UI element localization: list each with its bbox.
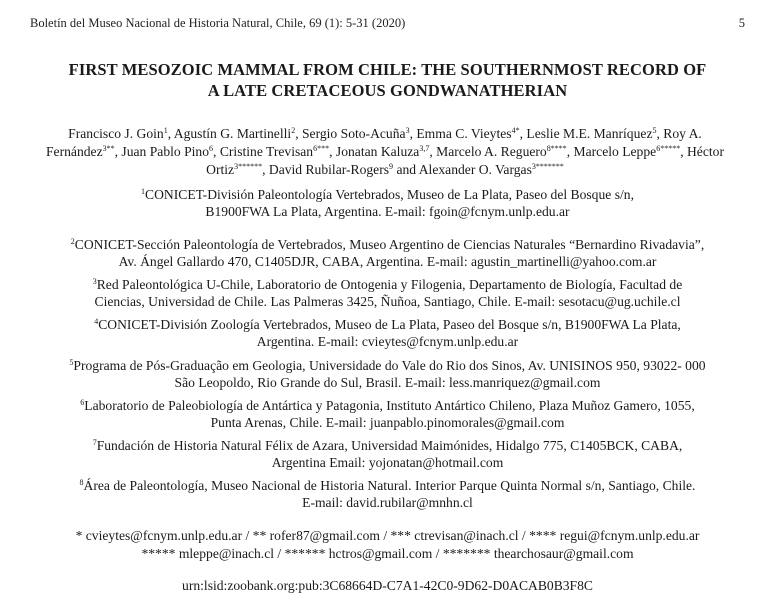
affiliation-7 (30, 437, 745, 471)
affiliation-mark: 1 (141, 187, 146, 196)
author-name: Héctor Ortiz (206, 144, 724, 177)
affiliation-text: Argentina Email: yojonatan@hotmail.com (271, 455, 504, 470)
contact-emails (25, 527, 750, 563)
affiliation-line (30, 414, 745, 431)
affiliation-line (30, 203, 745, 220)
affiliation-text: Área de Paleontología, Museo Nacional de Historia Natural. Interior Parque Quinta Normal s/n, Santiago, Chile. (83, 478, 696, 493)
affiliation-mark: 7 (92, 438, 97, 447)
author-separator: , (295, 126, 302, 141)
email-line: * cvieytes@fcnym.unlp.edu.ar / ** rofer87@gmail.com / *** ctrevisan@inach.cl / **** regui@fcnym.unlp.edu.ar (75, 528, 700, 543)
author-separator: , (566, 144, 574, 159)
author-affiliation-mark: 4* (511, 126, 520, 135)
affiliation-text: CONICET-Sección Paleontología de Vertebrados, Museo Argentino de Ciencias Naturales “Bernardino Rivadavia”, (74, 237, 705, 252)
affiliation-text: CONICET-División Zoología Vertebrados, Museo de La Plata, Paseo del Bosque s/n, B1900FWA La Plata, (98, 317, 681, 332)
affiliation-text: Programa de Pós-Graduação em Geologia, Universidade do Vale do Rio dos Sinos, Av. UNISINOS 950, 93022- 000 (73, 358, 706, 373)
affiliation-line (30, 276, 745, 293)
author-separator: , (429, 144, 437, 159)
affiliation-text: B1900FWA La Plata, Argentina. E-mail: fgoin@fcnym.unlp.edu.ar (205, 204, 570, 219)
affiliation-line (30, 253, 745, 270)
author-affiliation-mark: 3,7 (419, 144, 430, 153)
author-affiliation-mark: 2 (291, 126, 296, 135)
affiliation-mark: 5 (69, 358, 74, 367)
affiliation-text: Av. Ángel Gallardo 470, C1405DJR, CABA, Argentina. E-mail: agustin_martinelli@yahoo.com.ar (118, 254, 657, 269)
affiliation-1 (30, 186, 745, 220)
page-number: 5 (738, 16, 745, 30)
author-name: Sergio Soto-Acuña (301, 126, 406, 141)
affiliation-mark: 8 (79, 478, 84, 487)
author-affiliation-mark: 3** (102, 144, 115, 153)
author-name: Francisco J. Goin (68, 126, 164, 141)
author-separator: and (393, 162, 419, 177)
author-affiliation-mark: 9 (389, 162, 394, 171)
author-affiliation-mark: 5 (652, 126, 657, 135)
affiliation-text: Fundación de Historia Natural Félix de Azara, Universidad Maimónides, Hidalgo 775, C1405BCK, CABA, (96, 438, 683, 453)
affiliation-text: CONICET-División Paleontología Vertebrados, Museo de La Plata, Paseo del Bosque s/n, (145, 187, 634, 202)
affiliation-text: Laboratorio de Paleobiología de Antártica y Patagonia, Instituto Antártico Chileno, Plaza Muñoz Gamero, 1055, (84, 398, 695, 413)
author-separator: , (213, 144, 220, 159)
affiliation-8 (30, 477, 745, 511)
affiliation-text: Red Paleontológica U-Chile, Laboratorio de Ontogenia y Filogenia, Departamento de Biología, Facultad de (96, 277, 683, 292)
author-name: Alexander O. Vargas (418, 162, 532, 177)
affiliation-mark: 6 (80, 398, 85, 407)
affiliation-mark: 3 (92, 277, 97, 286)
author-affiliation-mark: 3****** (234, 162, 263, 171)
author-affiliation-mark: 3 (405, 126, 410, 135)
affiliation-line (30, 374, 745, 391)
affiliation-line (30, 293, 745, 310)
author-separator: , (262, 162, 269, 177)
author-separator: , (409, 126, 417, 141)
author-name: Emma C. Vieytes (416, 126, 512, 141)
author-affiliation-mark: 6*** (313, 144, 330, 153)
affiliation-line (30, 316, 745, 333)
author-name: Marcelo Leppe (573, 144, 657, 159)
author-name: Jonatan Kaluza (335, 144, 420, 159)
affiliation-4 (30, 316, 745, 350)
author-separator: , (114, 144, 122, 159)
affiliation-line (30, 437, 745, 454)
author-affiliation-mark: 8**** (546, 144, 567, 153)
affiliation-line (30, 333, 745, 350)
author-separator: , (519, 126, 527, 141)
affiliation-text: Ciencias, Universidad de Chile. Las Palmeras 3425, Ñuñoa, Santiago, Chile. E-mail: sesotacu@ug.uchile.cl (94, 294, 681, 309)
author-name: Marcelo A. Reguero (436, 144, 547, 159)
zoobank-lsid: urn:lsid:zoobank.org:pub:3C68664D-C7A1-42C0-9D62-D0ACAB0B3F8C (182, 578, 593, 593)
author-name: David Rubilar-Rogers (268, 162, 390, 177)
affiliation-6 (30, 397, 745, 431)
affiliation-line (30, 454, 745, 471)
article-title (25, 59, 750, 101)
affiliation-line (30, 357, 745, 374)
affiliation-5 (30, 357, 745, 391)
title-line: A LATE CRETACEOUS GONDWANATHERIAN (207, 81, 568, 100)
journal-citation: Boletín del Museo Nacional de Historia Natural, Chile, 69 (1): 5-31 (2020) (30, 16, 406, 30)
affiliation-mark: 2 (70, 237, 75, 246)
author-affiliation-mark: 6***** (656, 144, 681, 153)
affiliation-2 (30, 236, 745, 270)
author-separator: , (656, 126, 664, 141)
affiliation-mark: 4 (94, 317, 99, 326)
author-name: Juan Pablo Pino (121, 144, 210, 159)
author-affiliation-mark: 6 (209, 144, 214, 153)
affiliation-text: São Leopoldo, Rio Grande do Sul, Brasil. E-mail: less.manriquez@gmail.com (174, 375, 601, 390)
email-line: ***** mleppe@inach.cl / ****** hctros@gmail.com / ******* thearchosaur@gmail.com (141, 546, 634, 561)
author-name: Roy A. Fernández (46, 126, 702, 159)
author-affiliation-mark: 3******* (531, 162, 564, 171)
title-line: FIRST MESOZOIC MAMMAL FROM CHILE: THE SOUTHERNMOST RECORD OF (68, 60, 707, 79)
author-separator: , (167, 126, 174, 141)
author-separator: , (680, 144, 687, 159)
running-header (30, 16, 745, 32)
author-separator: , (329, 144, 336, 159)
author-list (40, 125, 730, 179)
affiliation-line (30, 494, 745, 511)
affiliation-3 (30, 276, 745, 310)
affiliation-line (30, 397, 745, 414)
affiliation-line (30, 236, 745, 253)
affiliation-text: Argentina. E-mail: cvieytes@fcnym.unlp.edu.ar (256, 334, 519, 349)
author-affiliation-mark: 1 (163, 126, 168, 135)
author-name: Agustín G. Martinelli (173, 126, 292, 141)
affiliation-text: E-mail: david.rubilar@mnhn.cl (302, 495, 473, 510)
author-name: Cristine Trevisan (219, 144, 314, 159)
affiliation-line (30, 477, 745, 494)
affiliation-text: Punta Arenas, Chile. E-mail: juanpablo.pinomorales@gmail.com (210, 415, 565, 430)
affiliation-line (30, 186, 745, 203)
author-name: Leslie M.E. Manríquez (526, 126, 653, 141)
